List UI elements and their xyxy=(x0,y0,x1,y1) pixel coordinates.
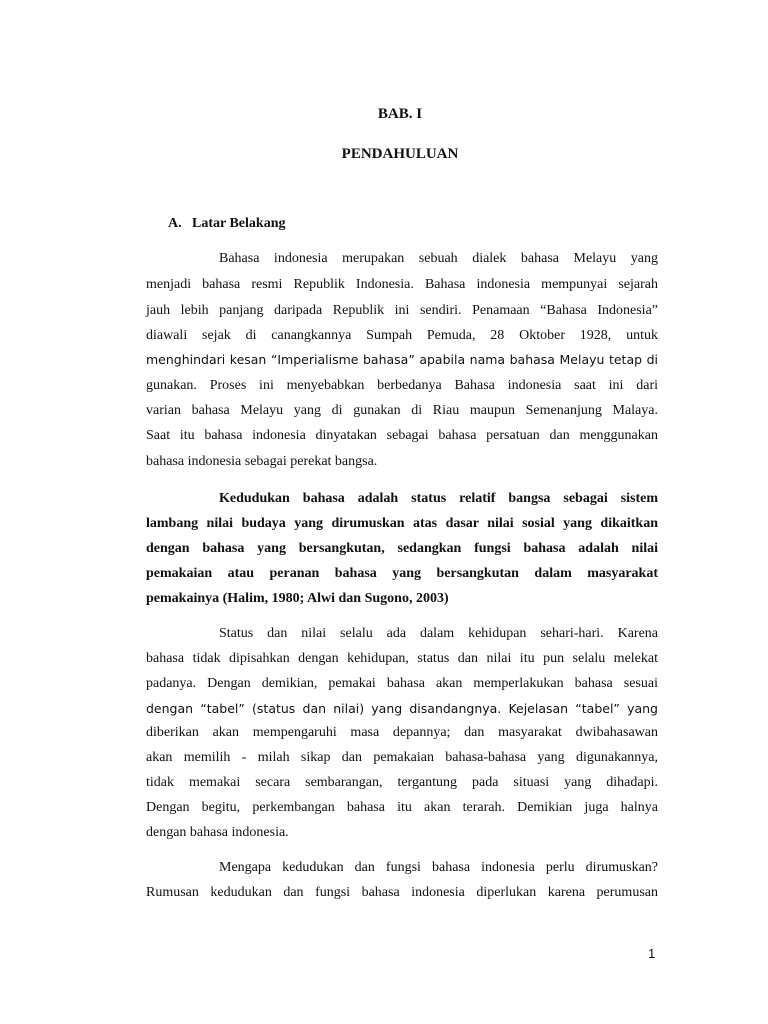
text-line: menghindari kesan “Imperialisme bahasa” apabila nama bahasa Melayu tetap di xyxy=(146,352,658,367)
text-line: Bahasa indonesia merupakan sebuah dialek bahasa Melayu yang xyxy=(219,251,658,266)
text-line: Mengapa kedudukan dan fungsi bahasa indonesia perlu dirumuskan? xyxy=(219,860,658,875)
text-line: gunakan. Proses ini menyebabkan berbedanya Bahasa indonesia saat ini dari xyxy=(146,378,658,393)
text-line: tidak memakai secara sembarangan, tergantung pada situasi yang dihadapi. xyxy=(146,775,658,790)
page-number: 1 xyxy=(648,946,656,961)
chapter-number: BAB. I xyxy=(377,106,423,122)
text-line: padanya. Dengan demikian, pemakai bahasa akan memperlakukan bahasa sesuai xyxy=(146,676,658,691)
text-line: bahasa tidak dipisahkan dengan kehidupan, status dan nilai itu pun selalu melekat xyxy=(146,651,658,666)
text-line: Rumusan kedudukan dan fungsi bahasa indonesia diperlukan karena perumusan xyxy=(146,885,658,900)
chapter-title: PENDAHULUAN xyxy=(341,146,459,162)
text-line: dengan bahasa yang bersangkutan, sedangkan fungsi bahasa adalah nilai xyxy=(146,541,658,556)
text-line: Saat itu bahasa indonesia dinyatakan sebagai bahasa persatuan dan menggunakan xyxy=(146,428,658,443)
text-line: akan memilih - milah sikap dan pemakaian bahasa-bahasa yang digunakannya, xyxy=(146,750,658,765)
text-line: diawali sejak di canangkannya Sumpah Pemuda, 28 Oktober 1928, untuk xyxy=(146,328,658,343)
text-line: Dengan begitu, perkembangan bahasa itu akan terarah. Demikian juga halnya xyxy=(146,800,658,815)
text-line: lambang nilai budaya yang dirumuskan atas dasar nilai sosial yang dikaitkan xyxy=(146,516,658,531)
section-title: Latar Belakang xyxy=(192,216,286,231)
text-line: bahasa indonesia sebagai perekat bangsa. xyxy=(146,454,378,469)
text-line: diberikan akan mempengaruhi masa depannya; dan masyarakat dwibahasawan xyxy=(146,725,658,740)
text-line: dengan “tabel” (status dan nilai) yang disandangnya. Kejelasan “tabel” yang xyxy=(146,701,658,716)
section-heading xyxy=(168,216,285,232)
text-line: menjadi bahasa resmi Republik Indonesia. Bahasa indonesia mempunyai sejarah xyxy=(146,277,658,292)
text-line: jauh lebih panjang daripada Republik ini sendiri. Penamaan “Bahasa Indonesia” xyxy=(146,303,658,318)
text-line: Kedudukan bahasa adalah status relatif bangsa sebagai sistem xyxy=(219,491,658,506)
text-line: pemakaian atau peranan bahasa yang bersangkutan dalam masyarakat xyxy=(146,566,658,581)
text-line: pemakainya (Halim, 1980; Alwi dan Sugono, 2003) xyxy=(146,591,449,606)
text-line: varian bahasa Melayu yang di gunakan di Riau maupun Semenanjung Malaya. xyxy=(146,403,658,418)
section-number: A. xyxy=(168,216,182,231)
text-line: dengan bahasa indonesia. xyxy=(146,825,289,840)
text-line: Status dan nilai selalu ada dalam kehidupan sehari-hari. Karena xyxy=(219,626,658,641)
